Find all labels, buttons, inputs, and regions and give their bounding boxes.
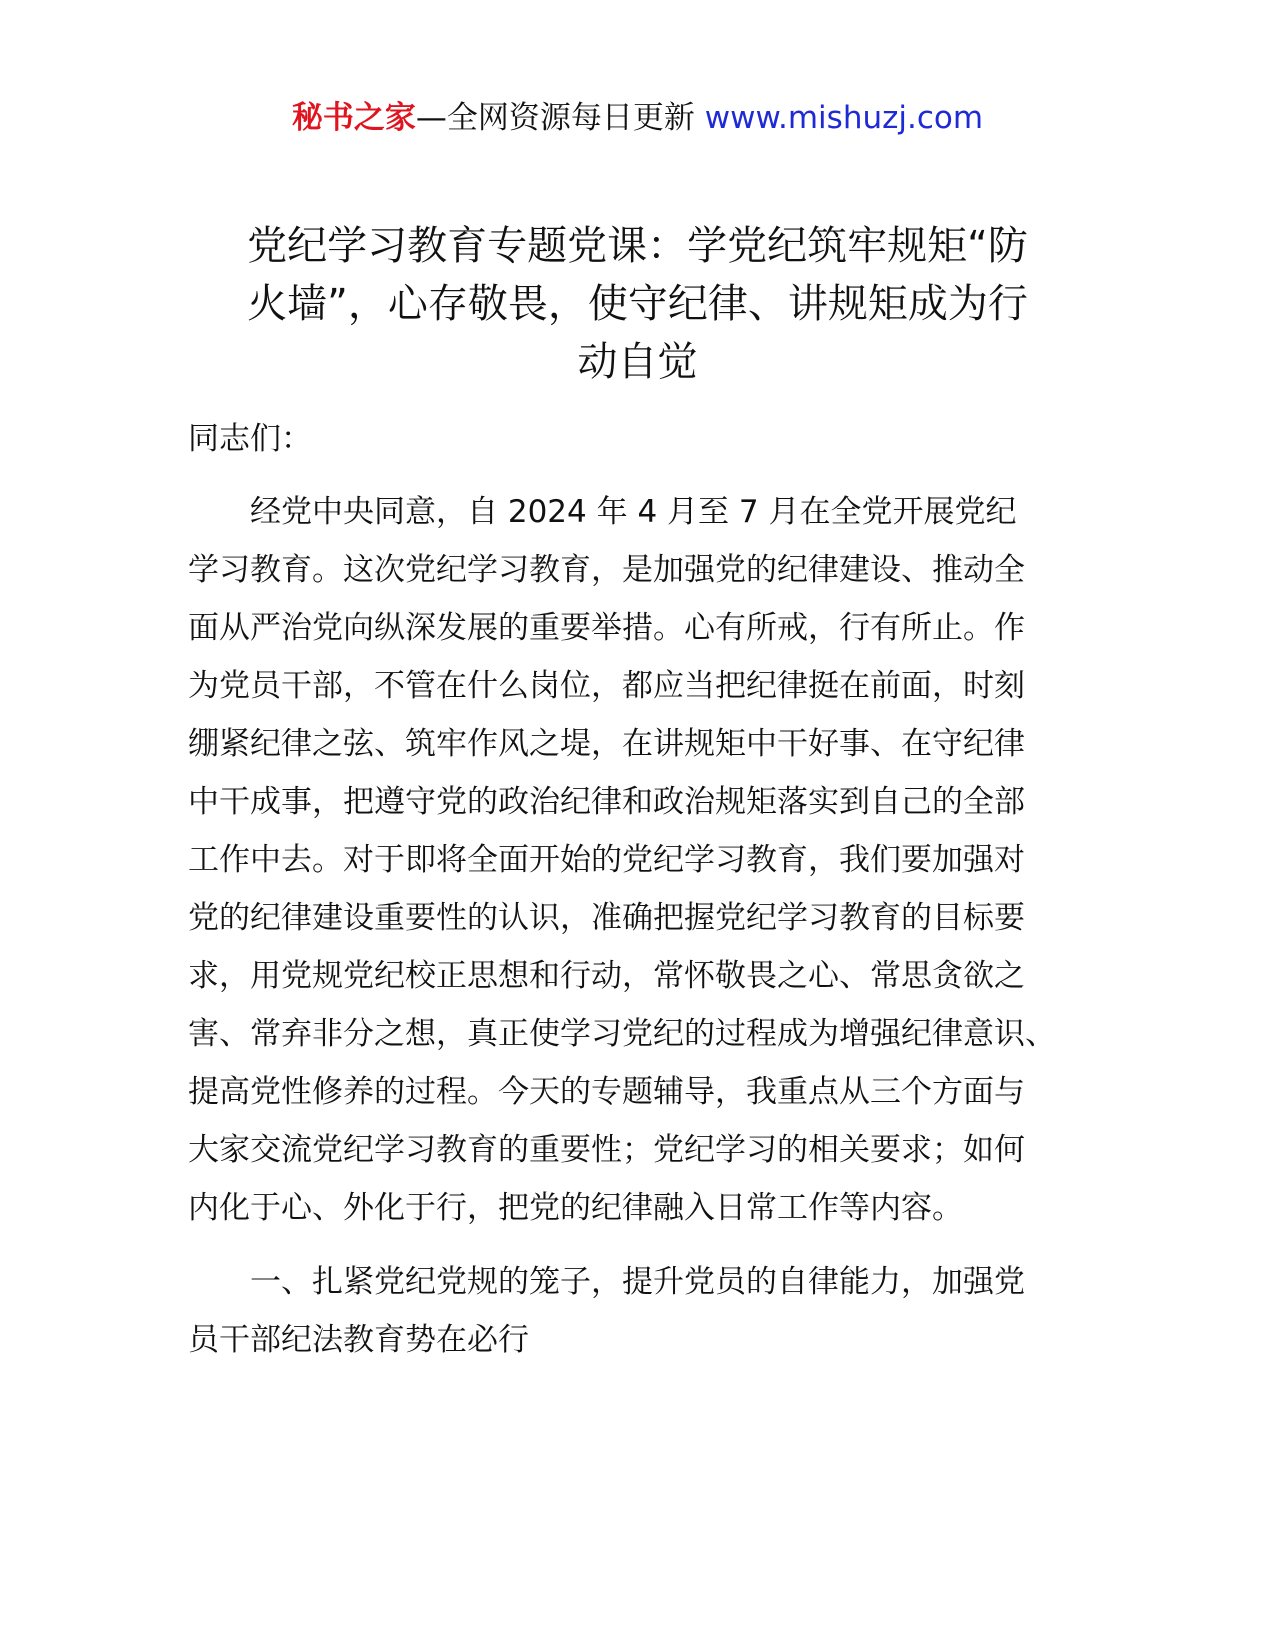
heading-line: 一、扎紧党纪党规的笼子，提升党员的自律能力，加强党 (188, 1264, 1025, 1300)
paragraph-line: 经党中央同意，自 2024 年 4 月至 7 月在全党开展党纪 (188, 494, 1017, 530)
paragraph-line: 内化于心、外化于行，把党的纪律融入日常工作等内容。 (188, 1190, 963, 1226)
salutation: 同志们： (188, 421, 312, 457)
paragraph-line: 害、常弃非分之想，真正使学习党纪的过程成为增强纪律意识、 (188, 1016, 1056, 1052)
site-brand: 秘书之家 (291, 100, 416, 136)
title-line: 党纪学习教育专题党课：学党纪筑牢规矩“防 (247, 223, 1028, 269)
heading-line: 员干部纪法教育势在必行 (188, 1322, 529, 1358)
paragraph-line: 大家交流党纪学习教育的重要性；党纪学习的相关要求；如何 (188, 1132, 1025, 1168)
paragraph-line: 提高党性修养的过程。今天的专题辅导，我重点从三个方面与 (188, 1074, 1025, 1110)
title-line: 动自觉 (577, 339, 698, 385)
title-line: 火墙”，心存敬畏，使守纪律、讲规矩成为行 (247, 281, 1028, 327)
paragraph-line: 党的纪律建设重要性的认识，准确把握党纪学习教育的目标要 (188, 900, 1025, 936)
paragraph-line: 求，用党规党纪校正思想和行动，常怀敬畏之心、常思贪欲之 (188, 958, 1025, 994)
document-title (185, 217, 1090, 391)
site-url-link[interactable]: www.mishuzj.com (704, 100, 984, 136)
paragraph-line: 面从严治党向纵深发展的重要举措。心有所戒，行有所止。作 (188, 610, 1025, 646)
site-tagline: —全网资源每日更新 (415, 100, 695, 136)
paragraph-line: 为党员干部，不管在什么岗位，都应当把纪律挺在前面，时刻 (188, 668, 1025, 704)
paragraph-intro (188, 483, 1088, 1237)
paragraph-line: 绷紧纪律之弦、筑牢作风之堤，在讲规矩中干好事、在守纪律 (188, 726, 1025, 762)
paragraph-line: 中干成事，把遵守党的政治纪律和政治规矩落实到自己的全部 (188, 784, 1025, 820)
section-heading-1 (188, 1253, 1088, 1369)
paragraph-line: 工作中去。对于即将全面开始的党纪学习教育，我们要加强对 (188, 842, 1025, 878)
site-header (0, 96, 1275, 140)
paragraph-line: 学习教育。这次党纪学习教育，是加强党的纪律建设、推动全 (188, 552, 1025, 588)
